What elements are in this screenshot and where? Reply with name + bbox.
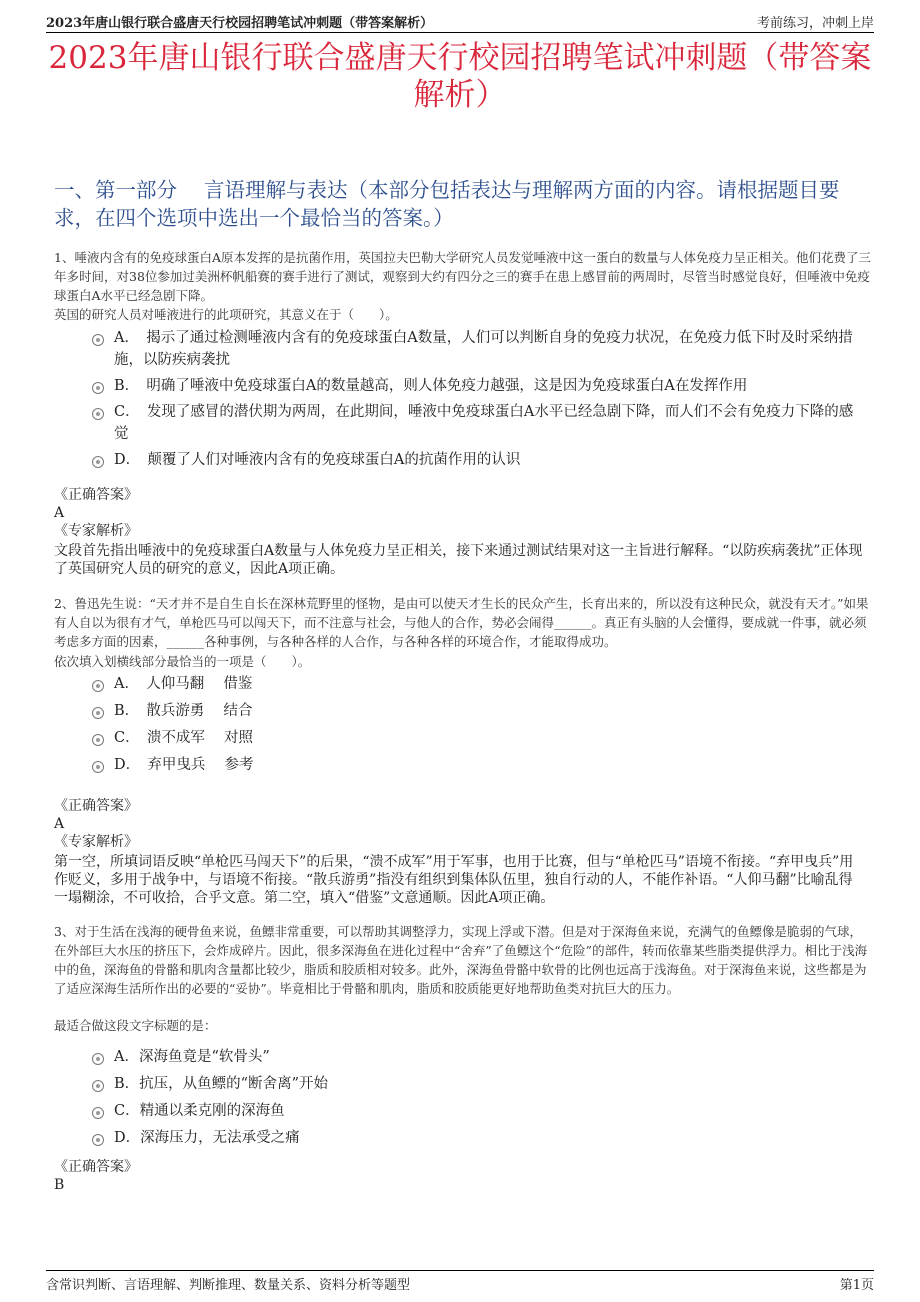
question-2-options <box>92 673 866 776</box>
answer-value: A <box>54 816 65 832</box>
question-3-option-c[interactable]: C．精通以柔克刚的深海鱼 <box>92 1100 866 1122</box>
question-3-option-d[interactable]: D．深海压力，无法承受之痛 <box>92 1127 866 1149</box>
radio-button-icon[interactable] <box>92 680 104 692</box>
section-heading: 一、第一部分 言语理解与表达（本部分包括表达与理解两方面的内容。请根据题目要求，在四个选项中选出一个最恰当的答案。） <box>54 178 840 230</box>
answer-label: 《正确答案》 <box>54 487 138 503</box>
question-2-option-a[interactable]: A． 人仰马翻 借鉴 <box>92 673 866 695</box>
question-1-option-d[interactable]: D． 颠覆了人们对唾液内含有的免疫球蛋白A的抗菌作用的认识 <box>92 449 866 471</box>
question-1-options <box>92 327 866 471</box>
header-slogan: 考前练习，冲刺上岸 <box>756 16 874 31</box>
radio-button-icon[interactable] <box>92 1134 104 1146</box>
answer-label: 《正确答案》 <box>54 798 138 814</box>
radio-button-icon[interactable] <box>92 1107 104 1119</box>
footer-description: 含常识判断、言语理解、判断推理、数量关系、资料分析等题型 <box>46 1278 411 1293</box>
radio-button-icon[interactable] <box>92 456 104 468</box>
question-1-option-a[interactable]: A． 揭示了通过检测唾液内含有的免疫球蛋白A数量，人们可以判断自身的免疫力状况，在免疫力低下时及时采纳措施，以防疾病袭扰 <box>92 327 866 371</box>
question-1-option-c[interactable]: C． 发现了感冒的潜伏期为两周，在此期间，唾液中免疫球蛋白A水平已经急剧下降，而人们不会有免疫力下降的感觉 <box>92 401 866 445</box>
question-3-option-a[interactable]: A．深海鱼竟是“软骨头” <box>92 1046 866 1068</box>
answer-label: 《正确答案》 <box>54 1159 138 1175</box>
document-title: 2023年唐山银行联合盛唐天行校园招聘笔试冲刺题（带答案解析） <box>48 40 872 113</box>
radio-button-icon[interactable] <box>92 382 104 394</box>
question-3-option-b[interactable]: B．抗压，从鱼鳔的“断舍离”开始 <box>92 1073 866 1095</box>
question-2-option-b[interactable]: B． 散兵游勇 结合 <box>92 700 866 722</box>
question-1-answer-block <box>54 486 866 540</box>
question-2-analysis: 第一空，所填词语反映“单枪匹马闯天下”的后果，“溃不成军”用于军事，也用于比赛，但与“单枪匹马”语境不衔接。“弃甲曳兵”用作贬义，多用于战争中，与语境不衔接。“散兵游勇”指没有组织到集体队伍里，独自行动的人，不能作补语。“人仰马翻”比喻乱得一塌糊涂，不可收拾，合乎文意。第二空，填入“借鉴”文意通顺。因此A项正确。 <box>54 854 854 906</box>
question-3-prompt: 最适合做这段文字标题的是： <box>54 1018 217 1033</box>
radio-button-icon[interactable] <box>92 1080 104 1092</box>
page-header <box>46 10 874 33</box>
question-2-option-c[interactable]: C． 溃不成军 对照 <box>92 727 866 749</box>
header-doc-title: 2023年唐山银行联合盛唐天行校园招聘笔试冲刺题（带答案解析） <box>46 16 434 31</box>
question-1-analysis: 文段首先指出唾液中的免疫球蛋白A数量与人体免疫力呈正相关，接下来通过测试结果对这一主旨进行解释。“以防疾病袭扰”正体现了英国研究人员的研究的意义，因此A项正确。 <box>54 543 863 577</box>
question-3-answer-block <box>54 1158 866 1194</box>
question-2-stem: 2、鲁迅先生说：“天才并不是自生自长在深林荒野里的怪物，是由可以使天才生长的民众产生，长育出来的，所以没有这种民众，就没有天才。”如果有人自以为很有才气，单枪匹马可以闯天下，而不注意与社会，与他人的合作，势必会闹得______。真正有头脑的人会懂得，要成就一件事，就必须考虑多方面的因素，______各种事例，与各种各样的人合作，与各种各样的环境合作，才能取得成功。 <box>54 596 869 649</box>
page-footer <box>46 1270 874 1293</box>
question-1-prompt: 英国的研究人员对唾液进行的此项研究，其意义在于（ ）。 <box>54 307 398 322</box>
answer-value: A <box>54 505 65 521</box>
radio-button-icon[interactable] <box>92 707 104 719</box>
radio-button-icon[interactable] <box>92 408 104 420</box>
question-3-options <box>92 1046 866 1149</box>
radio-button-icon[interactable] <box>92 761 104 773</box>
radio-button-icon[interactable] <box>92 734 104 746</box>
radio-button-icon[interactable] <box>92 1053 104 1065</box>
question-2-option-d[interactable]: D． 弃甲曳兵 参考 <box>92 754 866 776</box>
question-1-stem: 1、唾液内含有的免疫球蛋白A原本发挥的是抗菌作用，英国拉夫巴勒大学研究人员发觉唾液中这一蛋白的数量与人体免疫力呈正相关。他们花费了三年多时间，对38位参加过美洲杯帆船赛的赛手进行了测试，观察到大约有四分之三的赛手在患上感冒前的两周时，尽管当时感觉良好，但唾液中免疫球蛋白A水平已经急剧下降。 <box>54 250 871 303</box>
question-2-answer-block <box>54 797 866 851</box>
question-2-prompt: 依次填入划横线部分最恰当的一项是（ ）。 <box>54 654 311 669</box>
answer-value: B <box>54 1177 65 1193</box>
analysis-label: 《专家解析》 <box>54 523 138 539</box>
analysis-label: 《专家解析》 <box>54 834 138 850</box>
question-1-option-b[interactable]: B． 明确了唾液中免疫球蛋白A的数量越高，则人体免疫力越强，这是因为免疫球蛋白A在发挥作用 <box>92 375 866 397</box>
radio-button-icon[interactable] <box>92 334 104 346</box>
question-3-stem: 3、对于生活在浅海的硬骨鱼来说，鱼鳔非常重要，可以帮助其调整浮力，实现上浮或下潜。但是对于深海鱼来说，充满气的鱼鳔像是脆弱的气球，在外部巨大水压的挤压下，会炸成碎片。因此，很多深海鱼在进化过程中“舍弃”了鱼鳔这个“危险”的部件，转而依靠某些脂类提供浮力。相比于浅海中的鱼，深海鱼的骨骼和肌肉含量都比较少，脂质和胶质相对较多。此外，深海鱼骨骼中软骨的比例也远高于浅海鱼。对于深海鱼来说，这些都是为了适应深海生活所作出的必要的“妥协”。毕竟相比于骨骼和肌肉，脂质和胶质能更好地帮助鱼类对抗巨大的压力。 <box>54 924 868 996</box>
page-number: 第1页 <box>839 1278 874 1293</box>
